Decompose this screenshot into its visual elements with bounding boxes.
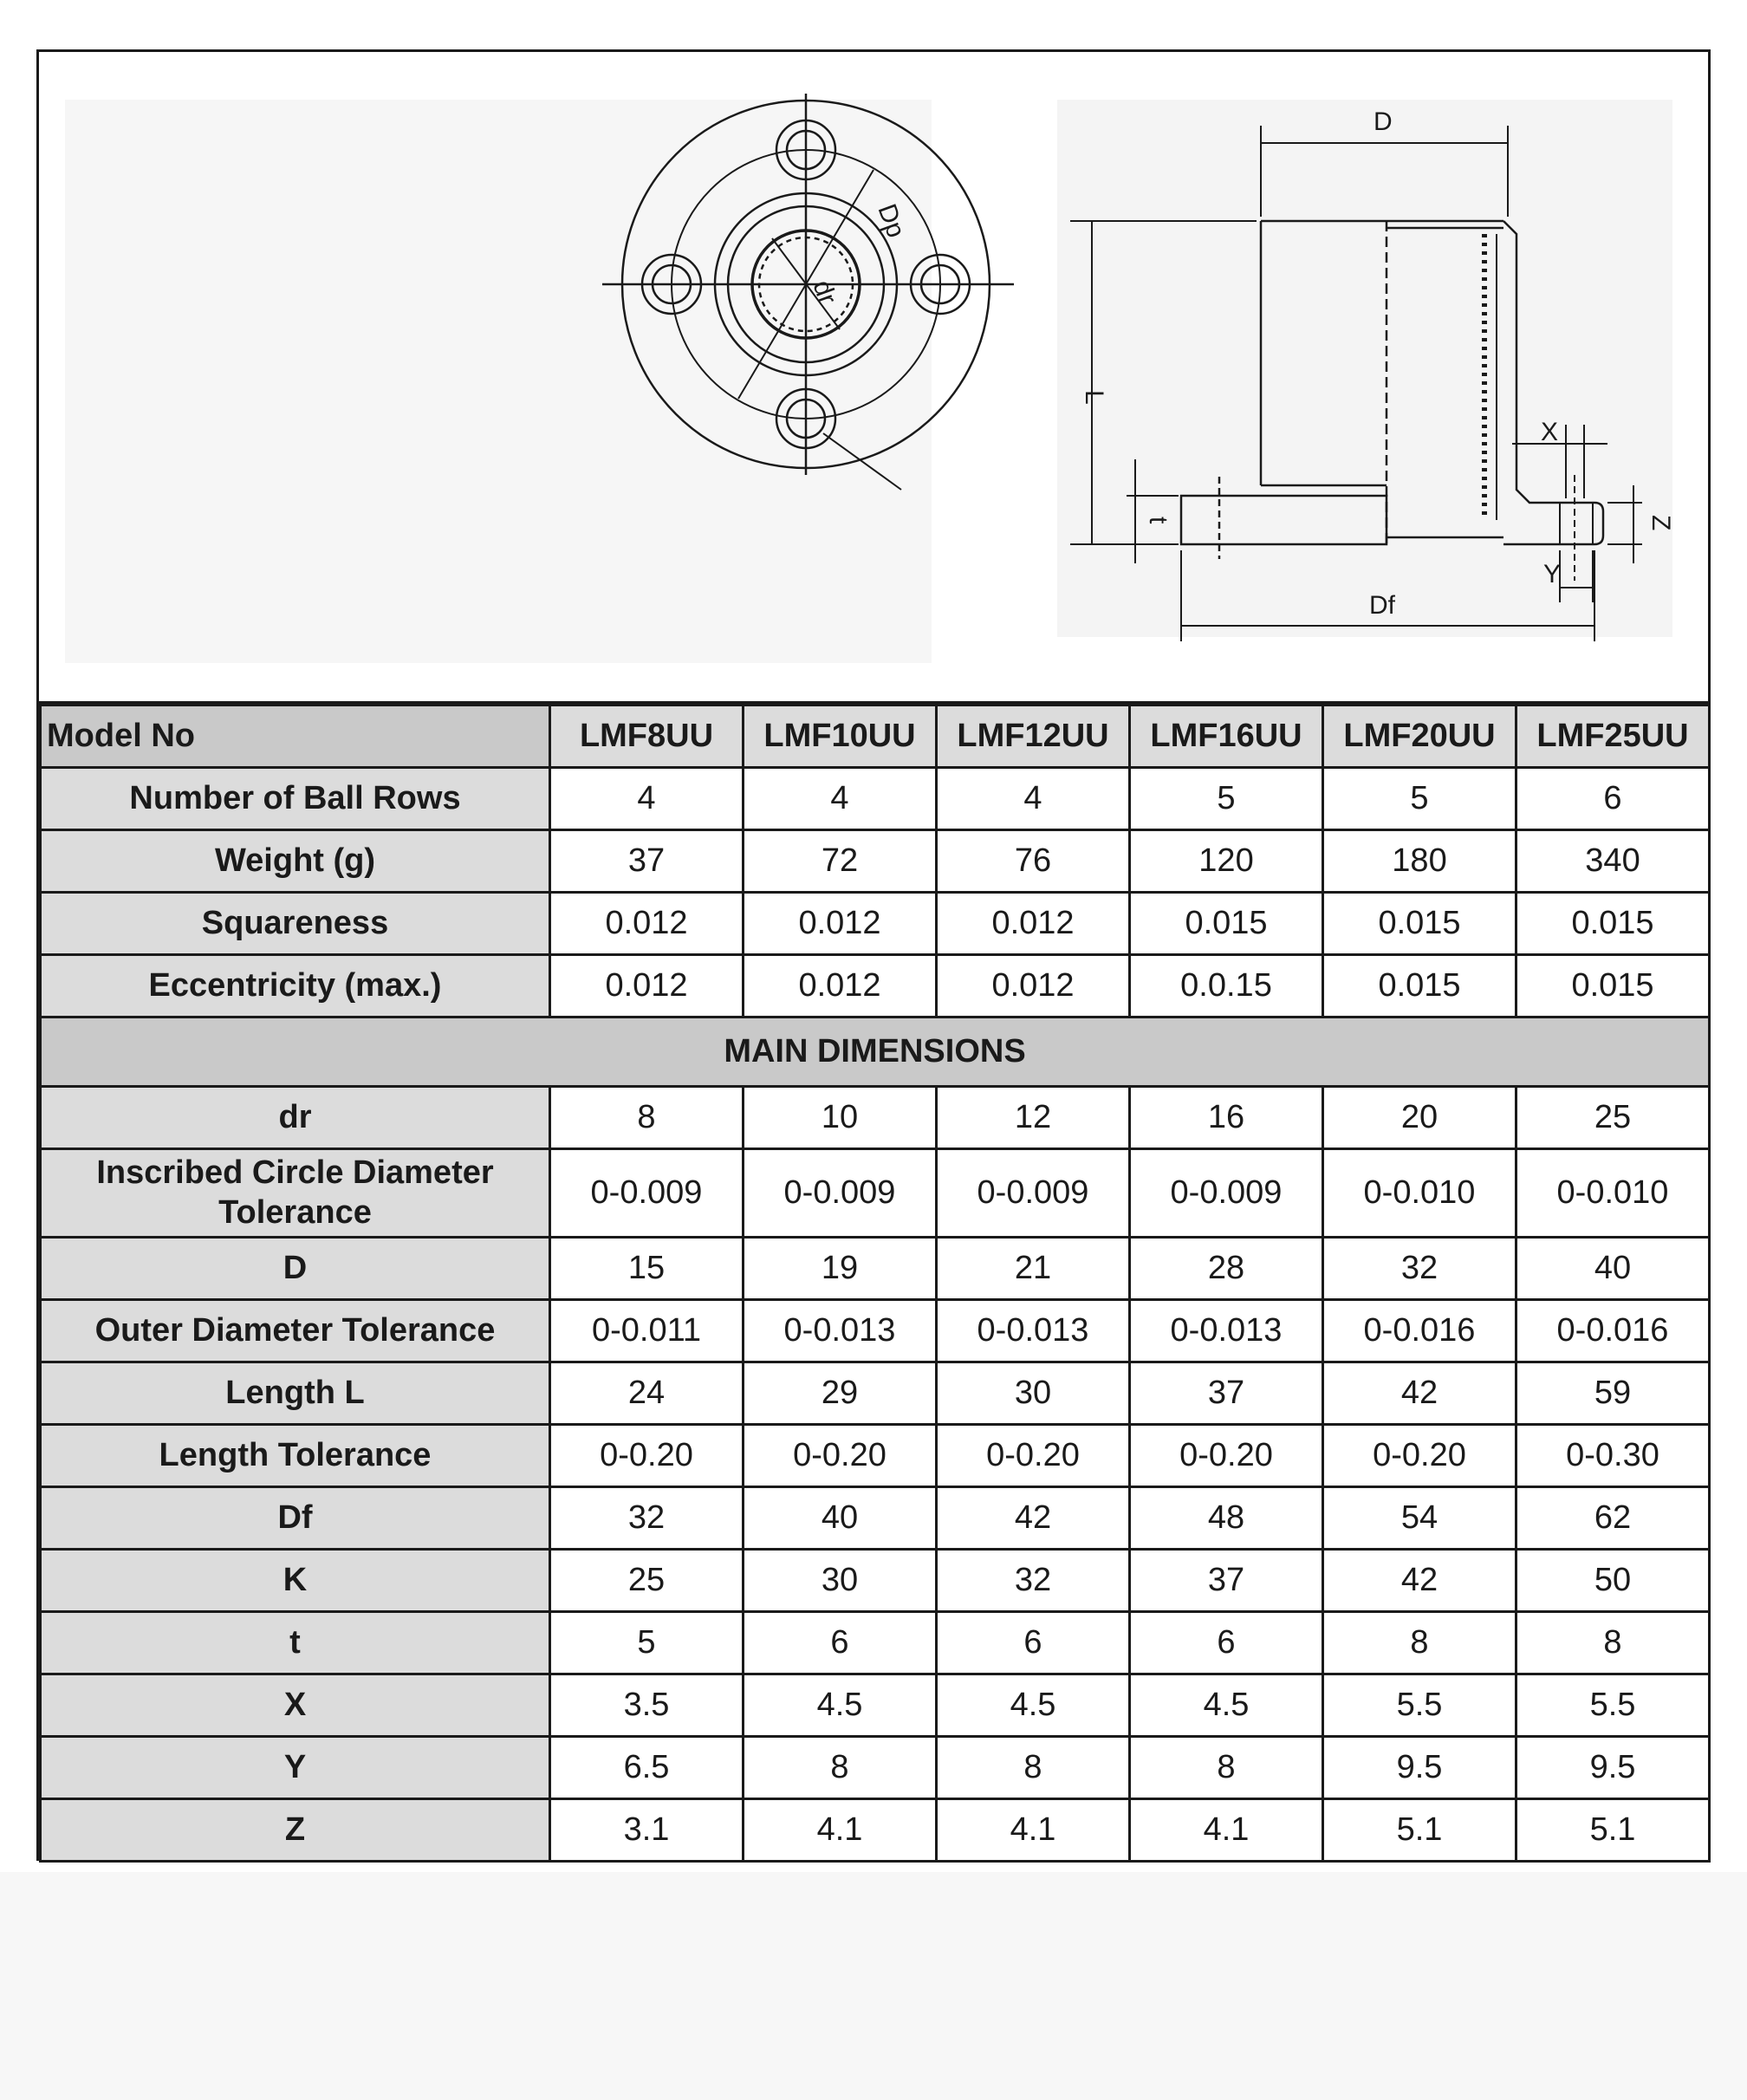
table-cell: 72 [744, 830, 937, 893]
table-cell: 25 [1516, 1087, 1710, 1149]
table-row [41, 1612, 1710, 1674]
table-cell: 10 [744, 1087, 937, 1149]
table-cell: 0-0.013 [937, 1300, 1130, 1362]
spec-sheet [36, 49, 1711, 1861]
table-cell: 4.1 [744, 1799, 937, 1862]
l-label: L [1080, 390, 1108, 405]
table-cell: 340 [1516, 830, 1710, 893]
table-row [41, 1149, 1710, 1238]
row-label: K [41, 1550, 550, 1612]
t-label: t [1144, 517, 1172, 524]
table-cell: 42 [1323, 1550, 1516, 1612]
table-row [41, 1487, 1710, 1550]
row-label: Length L [41, 1362, 550, 1425]
model-header-cell: LMF10UU [744, 705, 937, 768]
table-cell: 0.012 [937, 955, 1130, 1017]
spec-table [39, 704, 1711, 1863]
table-cell: 0-0.009 [744, 1149, 937, 1238]
table-cell: 32 [550, 1487, 744, 1550]
table-cell: 40 [1516, 1238, 1710, 1300]
bearing-drawing-svg [39, 52, 1708, 701]
table-row [41, 768, 1710, 830]
table-cell: 0-0.30 [1516, 1425, 1710, 1487]
table-cell: 180 [1323, 830, 1516, 893]
table-row [41, 1087, 1710, 1149]
table-cell: 4 [550, 768, 744, 830]
table-cell: 8 [1323, 1612, 1516, 1674]
table-cell: 0.015 [1323, 955, 1516, 1017]
table-cell: 4 [744, 768, 937, 830]
table-row [41, 1300, 1710, 1362]
table-cell: 59 [1516, 1362, 1710, 1425]
page-bottom-margin [0, 1872, 1747, 2100]
table-cell: 0.012 [744, 893, 937, 955]
table-row [41, 1238, 1710, 1300]
table-cell: 4 [937, 768, 1130, 830]
row-label: Outer Diameter Tolerance [41, 1300, 550, 1362]
table-cell: 6 [744, 1612, 937, 1674]
section-header-row [41, 1017, 1710, 1087]
row-label: Z [41, 1799, 550, 1862]
table-row [41, 893, 1710, 955]
table-cell: 0.015 [1130, 893, 1323, 955]
row-label: Number of Ball Rows [41, 768, 550, 830]
table-cell: 0-0.20 [1130, 1425, 1323, 1487]
table-cell: 5.5 [1516, 1674, 1710, 1737]
x-label: X [1541, 418, 1559, 446]
table-cell: 37 [550, 830, 744, 893]
table-cell: 0-0.013 [744, 1300, 937, 1362]
row-label: D [41, 1238, 550, 1300]
technical-drawing [39, 52, 1708, 704]
table-cell: 0-0.011 [550, 1300, 744, 1362]
table-cell: 0.012 [550, 955, 744, 1017]
table-cell: 0-0.010 [1323, 1149, 1516, 1238]
table-cell: 8 [1130, 1737, 1323, 1799]
table-cell: 24 [550, 1362, 744, 1425]
table-header-row [41, 705, 1710, 768]
row-label: Df [41, 1487, 550, 1550]
section-title: MAIN DIMENSIONS [41, 1017, 1710, 1087]
table-cell: 0-0.009 [1130, 1149, 1323, 1238]
df-label: Df [1369, 591, 1395, 620]
table-row [41, 1550, 1710, 1612]
row-label: Y [41, 1737, 550, 1799]
table-cell: 0-0.010 [1516, 1149, 1710, 1238]
table-cell: 4.5 [937, 1674, 1130, 1737]
table-cell: 0.012 [550, 893, 744, 955]
model-header-cell: LMF16UU [1130, 705, 1323, 768]
table-cell: 37 [1130, 1550, 1323, 1612]
table-cell: 5 [1323, 768, 1516, 830]
table-cell: 15 [550, 1238, 744, 1300]
model-header-cell: LMF25UU [1516, 705, 1710, 768]
table-cell: 25 [550, 1550, 744, 1612]
table-cell: 0-0.009 [937, 1149, 1130, 1238]
table-cell: 6 [1130, 1612, 1323, 1674]
table-row [41, 955, 1710, 1017]
table-cell: 0-0.20 [744, 1425, 937, 1487]
table-cell: 4.1 [1130, 1799, 1323, 1862]
model-header-cell: LMF12UU [937, 705, 1130, 768]
row-label: Inscribed Circle Diameter Tolerance [41, 1149, 550, 1238]
table-cell: 3.1 [550, 1799, 744, 1862]
table-row [41, 1674, 1710, 1737]
table-cell: 0-0.009 [550, 1149, 744, 1238]
table-cell: 40 [744, 1487, 937, 1550]
table-cell: 0-0.20 [1323, 1425, 1516, 1487]
dr-label: dr [807, 276, 842, 309]
table-cell: 28 [1130, 1238, 1323, 1300]
table-cell: 5 [1130, 768, 1323, 830]
table-cell: 6 [1516, 768, 1710, 830]
row-label: dr [41, 1087, 550, 1149]
table-cell: 0.012 [744, 955, 937, 1017]
table-cell: 19 [744, 1238, 937, 1300]
table-cell: 4.5 [744, 1674, 937, 1737]
table-cell: 62 [1516, 1487, 1710, 1550]
table-cell: 5.5 [1323, 1674, 1516, 1737]
table-row [41, 1425, 1710, 1487]
table-cell: 5.1 [1323, 1799, 1516, 1862]
scan-tint-right [1057, 100, 1672, 637]
table-cell: 4.1 [937, 1799, 1130, 1862]
table-cell: 8 [1516, 1612, 1710, 1674]
table-cell: 120 [1130, 830, 1323, 893]
table-row [41, 1362, 1710, 1425]
table-cell: 0.012 [937, 893, 1130, 955]
table-cell: 0.015 [1516, 955, 1710, 1017]
y-label: Y [1543, 560, 1562, 588]
z-label: Z [1646, 515, 1675, 531]
table-cell: 42 [1323, 1362, 1516, 1425]
row-label: Weight (g) [41, 830, 550, 893]
table-cell: 16 [1130, 1087, 1323, 1149]
row-label: Squareness [41, 893, 550, 955]
table-cell: 32 [1323, 1238, 1516, 1300]
d-label: D [1374, 107, 1393, 136]
table-cell: 5.1 [1516, 1799, 1710, 1862]
table-cell: 50 [1516, 1550, 1710, 1612]
table-cell: 42 [937, 1487, 1130, 1550]
table-cell: 6.5 [550, 1737, 744, 1799]
table-row [41, 1737, 1710, 1799]
table-cell: 30 [744, 1550, 937, 1612]
row-label: Length Tolerance [41, 1425, 550, 1487]
table-cell: 8 [550, 1087, 744, 1149]
table-cell: 0.0.15 [1130, 955, 1323, 1017]
table-cell: 0.015 [1323, 893, 1516, 955]
table-cell: 9.5 [1516, 1737, 1710, 1799]
table-cell: 12 [937, 1087, 1130, 1149]
table-cell: 0-0.013 [1130, 1300, 1323, 1362]
row-label: t [41, 1612, 550, 1674]
table-cell: 0-0.016 [1516, 1300, 1710, 1362]
row-label: X [41, 1674, 550, 1737]
table-cell: 0.015 [1516, 893, 1710, 955]
model-header-cell: LMF20UU [1323, 705, 1516, 768]
table-cell: 29 [744, 1362, 937, 1425]
model-no-label: Model No [41, 705, 550, 768]
table-cell: 6 [937, 1612, 1130, 1674]
scan-tint [65, 100, 932, 663]
table-cell: 9.5 [1323, 1737, 1516, 1799]
table-cell: 8 [937, 1737, 1130, 1799]
table-cell: 54 [1323, 1487, 1516, 1550]
table-cell: 5 [550, 1612, 744, 1674]
table-cell: 8 [744, 1737, 937, 1799]
dp-label: Dp [872, 200, 911, 242]
table-row [41, 1799, 1710, 1862]
table-cell: 0-0.20 [937, 1425, 1130, 1487]
table-row [41, 830, 1710, 893]
table-cell: 4.5 [1130, 1674, 1323, 1737]
table-cell: 3.5 [550, 1674, 744, 1737]
table-cell: 32 [937, 1550, 1130, 1612]
table-cell: 0-0.016 [1323, 1300, 1516, 1362]
table-cell: 21 [937, 1238, 1130, 1300]
model-header-cell: LMF8UU [550, 705, 744, 768]
table-cell: 37 [1130, 1362, 1323, 1425]
table-cell: 30 [937, 1362, 1130, 1425]
table-cell: 0-0.20 [550, 1425, 744, 1487]
row-label: Eccentricity (max.) [41, 955, 550, 1017]
table-cell: 48 [1130, 1487, 1323, 1550]
table-cell: 20 [1323, 1087, 1516, 1149]
table-cell: 76 [937, 830, 1130, 893]
